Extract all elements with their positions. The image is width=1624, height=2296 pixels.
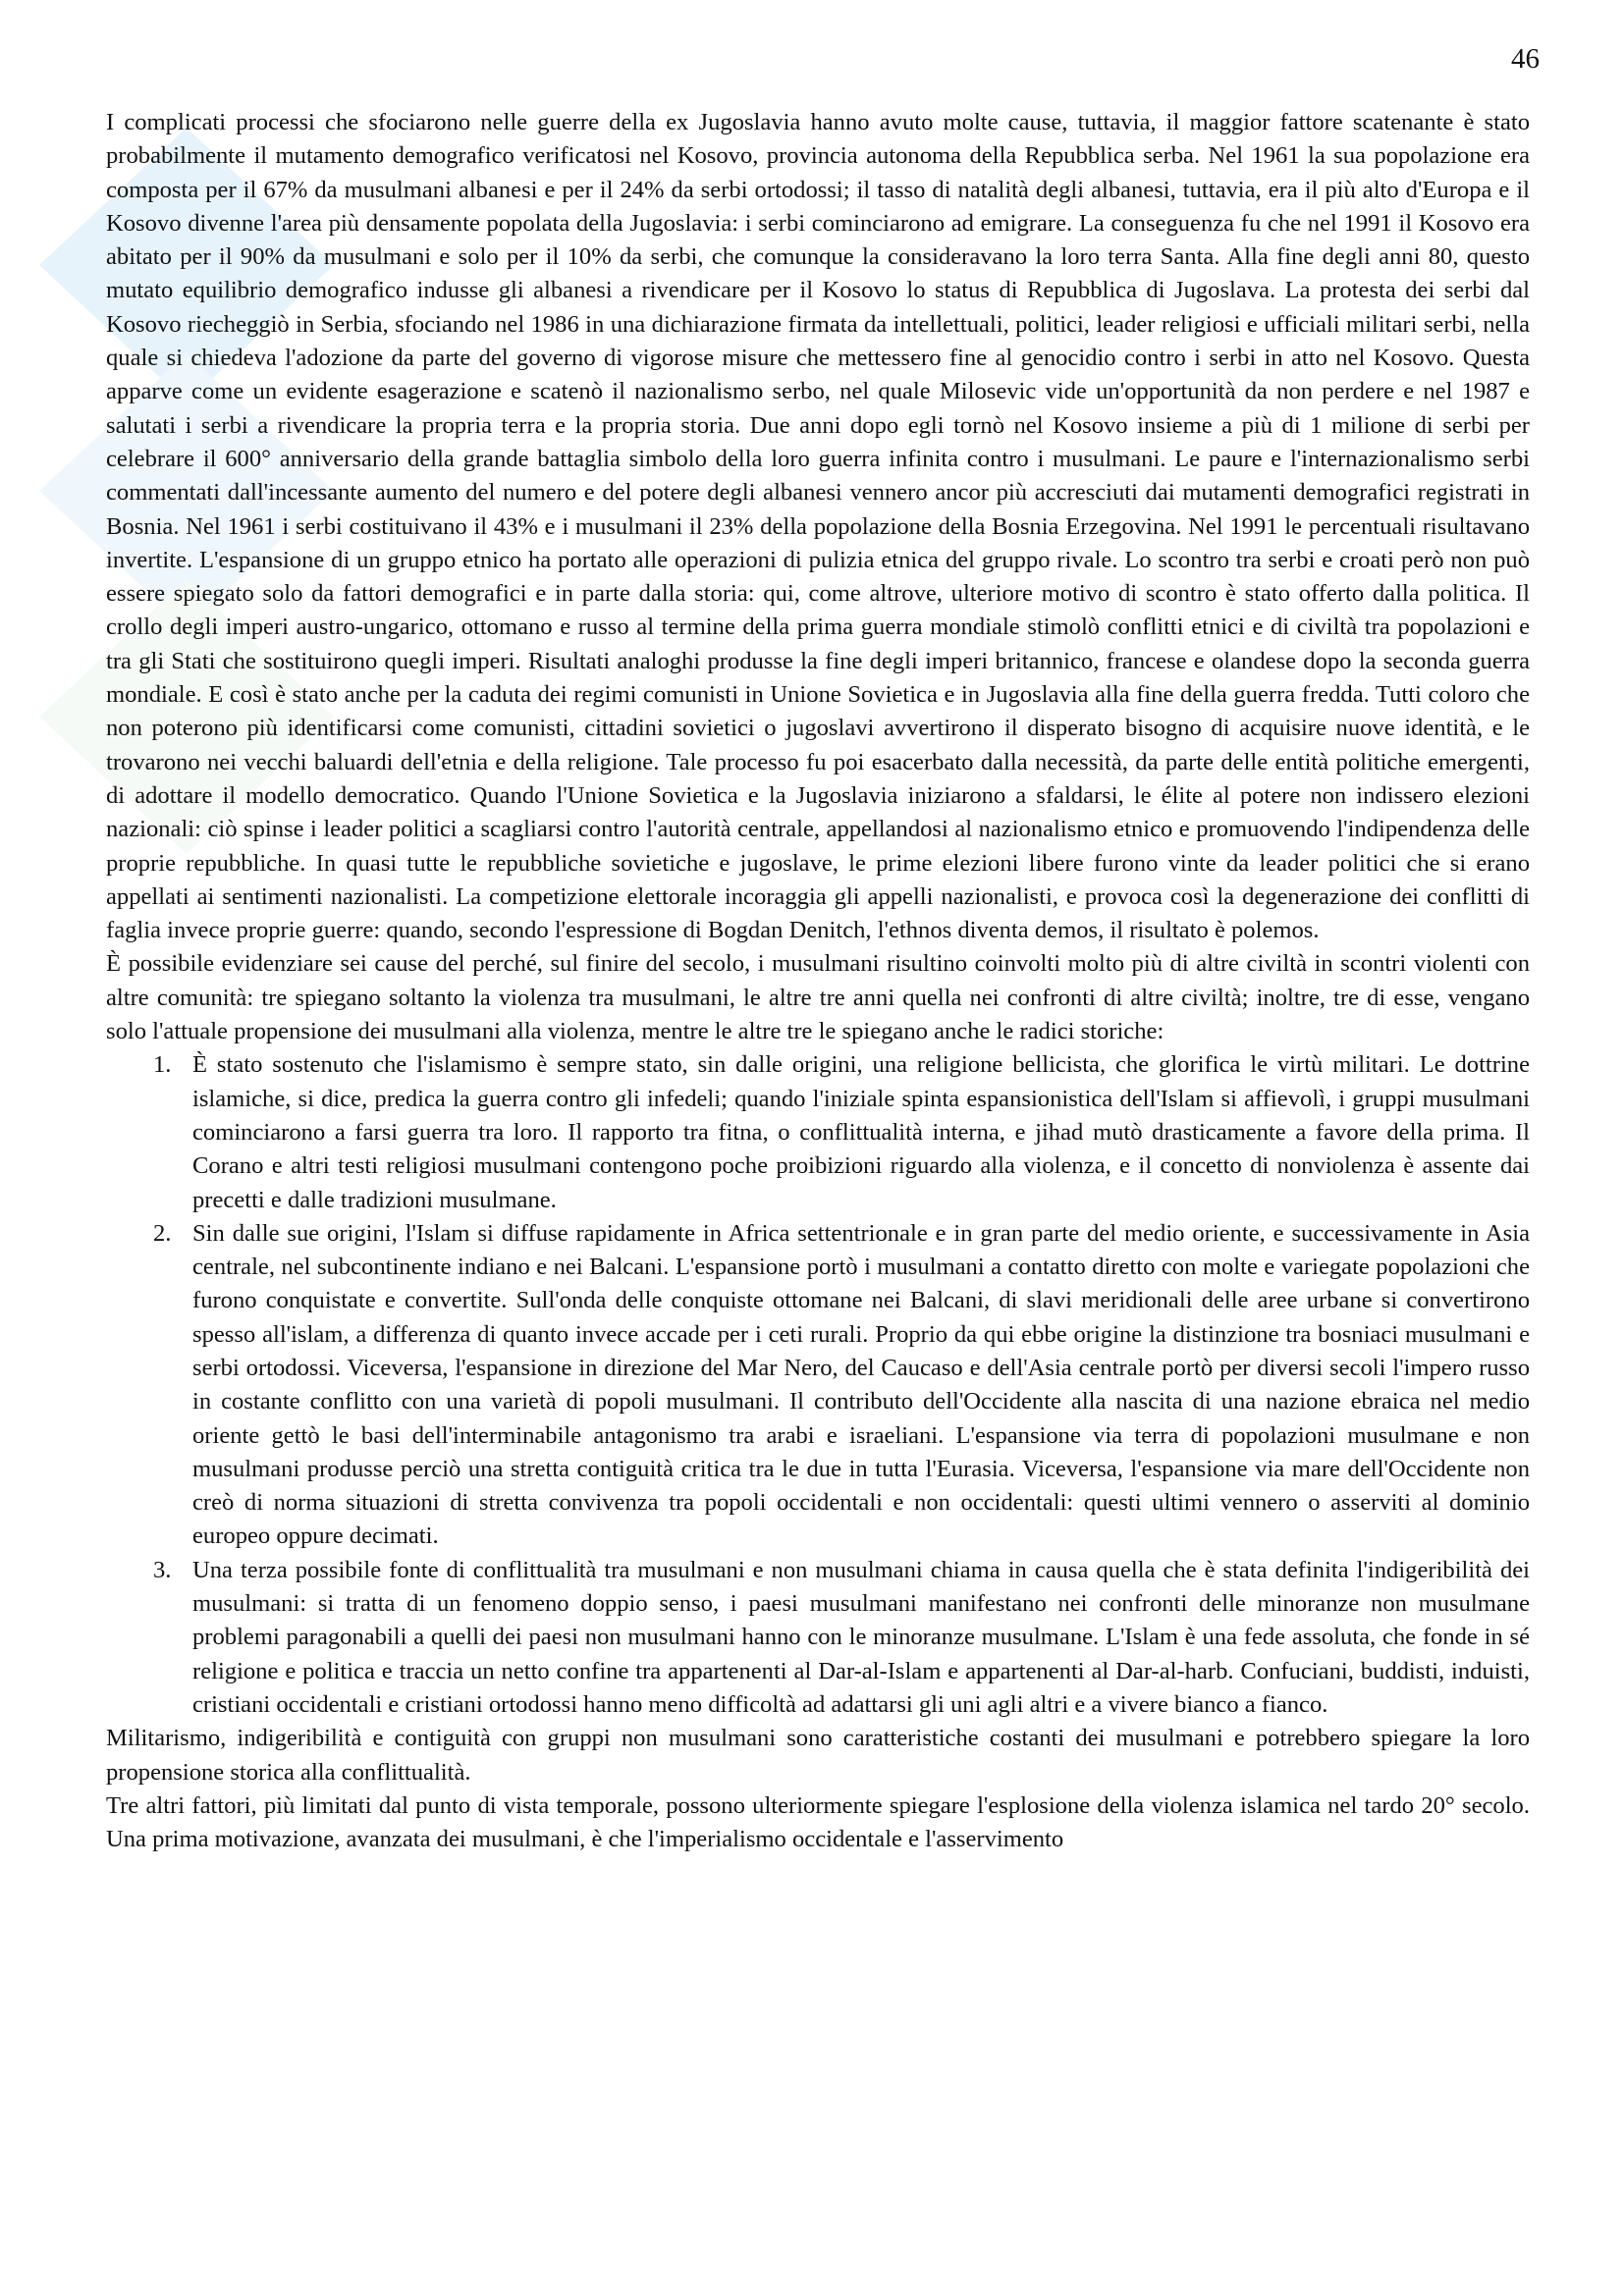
list-item-number: 3. [153,1556,172,1583]
list-item [106,1048,1530,1216]
list-item [106,1554,1530,1722]
list-item-number: 2. [153,1219,172,1247]
paragraph: È possibile evidenziare sei cause del perché, sul finire del secolo, i musulmani risultino coinvolti molto più di altre civiltà in scontri violenti con altre comunità: tre spiegano soltanto la violenza tra musulmani, le altre tre anni quella nei confronti di altre civiltà; inoltre, tre di esse, vengano solo l'attuale propensione dei musulmani alla violenza, mentre le altre tre le spiegano anche le radici storiche: [106,950,1530,1045]
paragraph: I complicati processi che sfociarono nelle guerre della ex Jugoslavia hanno avuto molte cause, tuttavia, il maggior fattore scatenante è stato probabilmente il mutamento demografico verificatosi nel Kosovo, provincia autonoma della Repubblica serba. Nel 1961 la sua popolazione era composta per il 67% da musulmani albanesi e per il 24% da serbi ortodossi; il tasso di natalità degli albanesi, tuttavia, era il più alto d'Europa e il Kosovo divenne l'area più densamente popolata della Jugoslavia: i serbi cominciarono ad emigrare. La conseguenza fu che nel 1991 il Kosovo era abitato per il 90% da musulmani e solo per il 10% da serbi, che comunque la consideravano la loro terra Santa. Alla fine degli anni 80, questo mutato equilibrio demografico indusse gli albanesi a rivendicare per il Kosovo lo status di Repubblica di Jugoslava. La protesta dei serbi dal Kosovo riecheggiò in Serbia, sfociando nel 1986 in una dichiarazione firmata da intellettuali, politici, leader religiosi e ufficiali militari serbi, nella quale si chiedeva l'adozione da parte del governo di vigorose misure che mettessero fine al genocidio contro i serbi in atto nel Kosovo. Questa apparve come un evidente esagerazione e scatenò il nazionalismo serbo, nel quale Milosevic vide un'opportunità da non perdere e nel 1987 e salutati i serbi a rivendicare la propria terra e la propria storia. Due anni dopo egli tornò nel Kosovo insieme a più di 1 milione di serbi per celebrare il 600° anniversario della grande battaglia simbolo della loro guerra infinita contro i musulmani. Le paure e l'internazionalismo serbi commentati dall'incessante aumento del numero e del potere degli albanesi vennero ancor più accresciuti dai mutamenti demografici registrati in Bosnia. Nel 1961 i serbi costituivano il 43% e i musulmani il 23% della popolazione della Bosnia Erzegovina. Nel 1991 le percentuali risultavano invertite. L'espansione di un gruppo etnico ha portato alle operazioni di pulizia etnica del gruppo rivale. Lo scontro tra serbi e croati però non può essere spiegato solo da fattori demografici e in parte dalla storia: qui, come altrove, ulteriore motivo di scontro è stato offerto dalla politica. Il crollo degli imperi austro-ungarico, ottomano e russo al termine della prima guerra mondiale stimolò conflitti etnici e di civiltà tra popolazioni e tra gli Stati che sostituirono quegli imperi. Risultati analoghi produsse la fine degli imperi britannico, francese e olandese dopo la seconda guerra mondiale. E così è stato anche per la caduta dei regimi comunisti in Unione Sovietica e in Jugoslavia alla fine della guerra fredda. Tutti coloro che non poterono più identificarsi come comunisti, cittadini sovietici o jugoslavi avvertirono il disperato bisogno di acquisire nuove identità, e le trovarono nei vecchi baluardi dell'etnia e della religione. Tale processo fu poi esacerbato dalla necessità, da parte delle entità politiche emergenti, di adottare il modello democratico. Quando l'Unione Sovietica e la Jugoslavia iniziarono a sfaldarsi, le élite al potere non indissero elezioni nazionali: ciò spinse i leader politici a scagliarsi contro l'autorità centrale, appellandosi al nazionalismo etnico e promuovendo l'indipendenza delle proprie repubbliche. In quasi tutte le repubbliche sovietiche e jugoslave, le prime elezioni libere furono vinte da leader politici che si erano appellati ai sentimenti nazionalisti. La competizione elettorale incoraggia gli appelli nazionalisti, e provoca così la degenerazione dei conflitti di faglia invece proprie guerre: quando, secondo l'espressione di Bogdan Denitch, l'ethnos diventa demos, il risultato è polemos. [106,109,1530,944]
paragraph: Tre altri fattori, più limitati dal punto di vista temporale, possono ulteriormente spiegare l'esplosione della violenza islamica nel tardo 20° secolo. Una prima motivazione, avanzata dei musulmani, è che l'imperialismo occidentale e l'asservimento [106,1791,1530,1853]
list-item-number: 1. [153,1051,172,1079]
list-item-text: Sin dalle sue origini, l'Islam si diffuse rapidamente in Africa settentrionale e in gran parte del medio oriente, e successivamente in Asia centrale, nel subcontinente indiano e nei Balcani. L'espansione portò i musulmani a contatto diretto con molte e variegate popolazioni che furono conquistate e convertite. Sull'onda delle conquiste ottomane nei Balcani, di slavi meridionali delle aree urbane si convertirono spesso all'islam, a differenza di quanto invece accade per i ceti rurali. Proprio da qui ebbe origine la distinzione tra bosniaci musulmani e serbi ortodossi. Viceversa, l'espansione in direzione del Mar Nero, del Caucaso e dell'Asia centrale portò per diversi secoli l'impero russo in costante conflitto con una varietà di popoli musulmani. Il contributo dell'Occidente alla nascita di una nazione ebraica nel medio oriente gettò le basi dell'interminabile antagonismo tra arabi e israeliani. L'espansione via terra di popolazioni musulmane e non musulmani produsse perciò una stretta contiguità critica tra le due in tutta l'Eurasia. Viceversa, l'espansione via mare dell'Occidente non creò di norma situazioni di stretta convivenza tra popoli occidentali e non occidentali: questi ultimi vennero o asserviti al dominio europeo oppure decimati. [192,1219,1530,1550]
causes-list [106,1048,1530,1722]
body-text [106,106,1530,1856]
page-number: 46 [1511,43,1540,75]
paragraph: Militarismo, indigeribilità e contiguità con gruppi non musulmani sono caratteristiche costanti dei musulmani e potrebbero spiegare la loro propensione storica alla conflittualità. [106,1725,1530,1786]
list-item-text: Una terza possibile fonte di conflittualità tra musulmani e non musulmani chiama in causa quella che è stata definita l'indigeribilità dei musulmani: si tratta di un fenomeno doppio senso, i paesi musulmani manifestano nei confronti delle minoranze non musulmane problemi paragonabili a quelli dei paesi non musulmani hanno con le minoranze musulmane. L'Islam è una fede assoluta, che fonde in sé religione e politica e traccia un netto confine tra appartenenti al Dar-al-Islam e appartenenti al Dar-al-harb. Confuciani, buddisti, induisti, cristiani occidentali e cristiani ortodossi hanno meno difficoltà ad adattarsi gli uni agli altri e a vivere bianco a fianco. [192,1556,1530,1718]
list-item [106,1217,1530,1554]
list-item-text: È stato sostenuto che l'islamismo è sempre stato, sin dalle origini, una religione bellicista, che glorifica le virtù militari. Le dottrine islamiche, si dice, predica la guerra contro gli infedeli; quando l'iniziale spinta espansionistica dell'Islam si affievolì, i gruppi musulmani cominciarono a farsi guerra tra loro. Il rapporto tra fitna, o conflittualità interna, e jihad mutò drasticamente a favore della prima. Il Corano e altri testi religiosi musulmani contengono poche proibizioni riguardo alla violenza, e il concetto di nonviolenza è assente dai precetti e dalle tradizioni musulmane. [192,1051,1530,1213]
